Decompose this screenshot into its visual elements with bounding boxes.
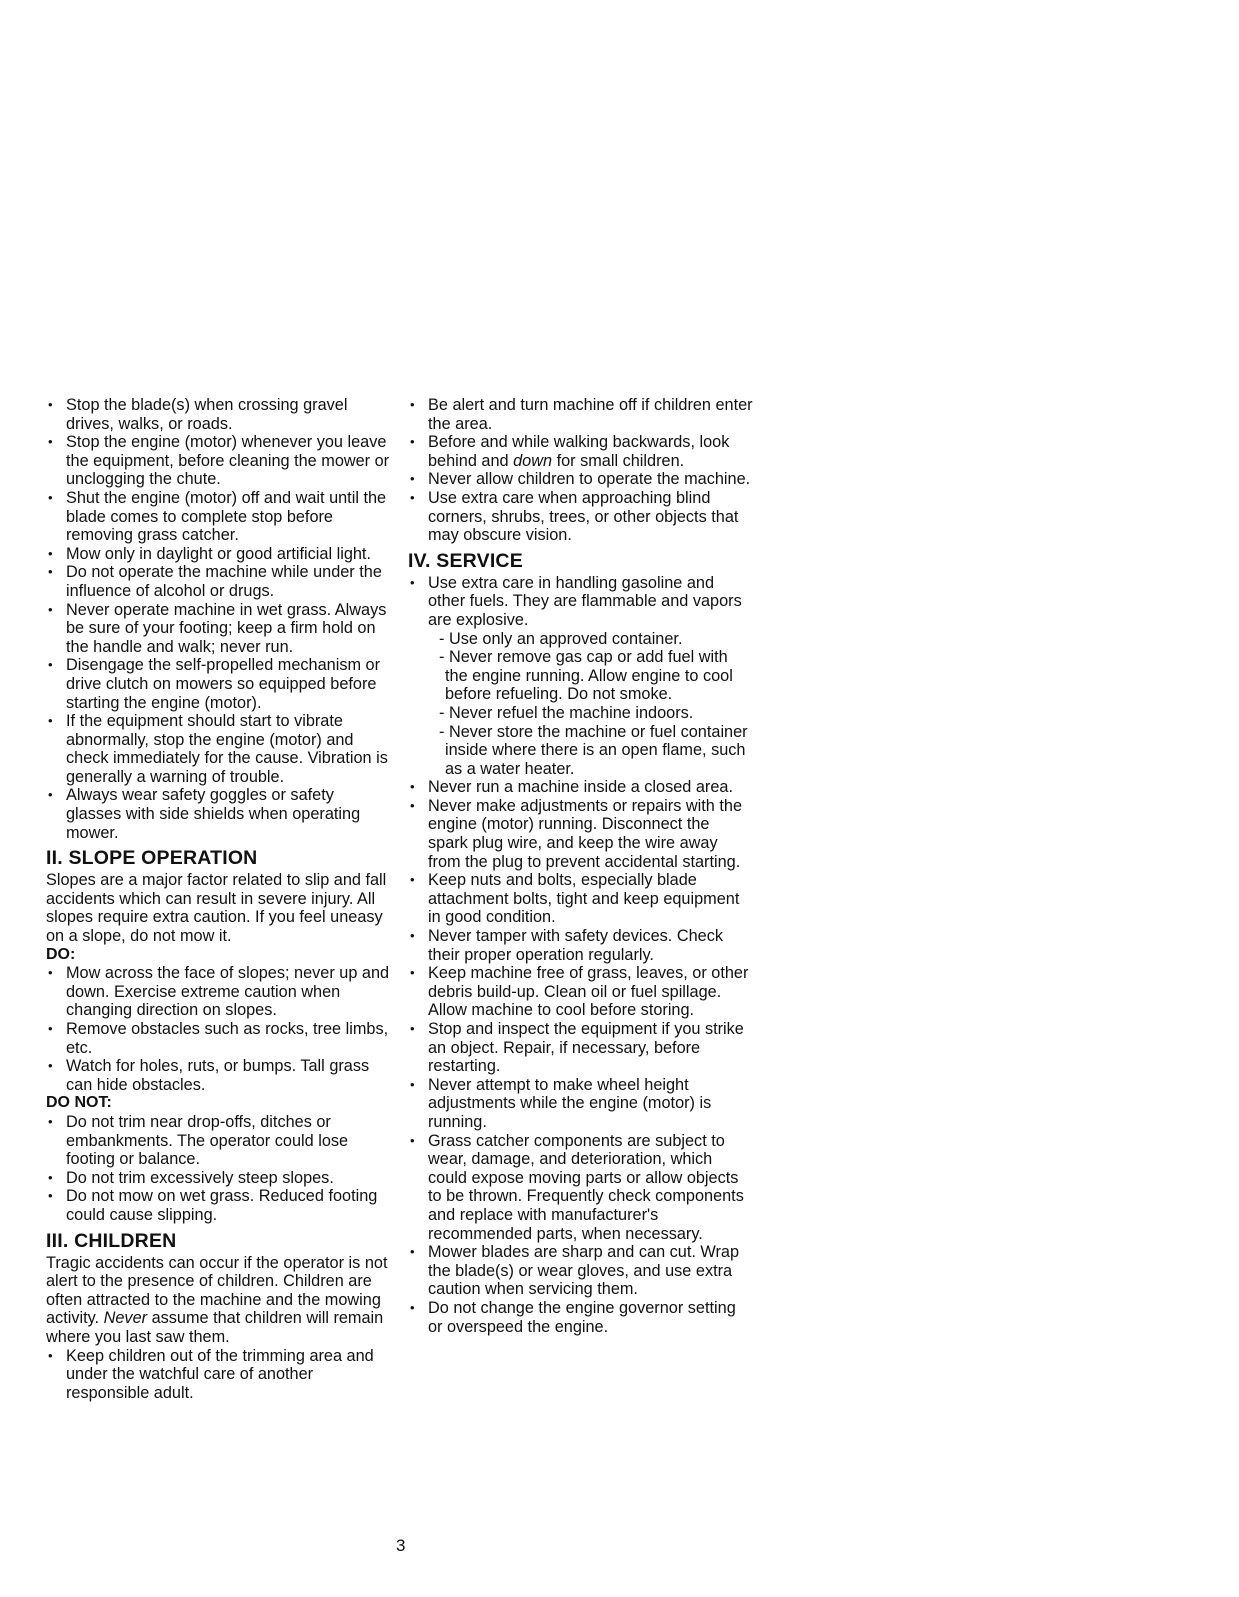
list-item — [408, 574, 753, 779]
list-item: • Mow across the face of slopes; never up and down. Exercise extreme caution when changing direction on slopes. — [46, 964, 391, 1020]
do-label: DO: — [46, 945, 76, 963]
service-list — [408, 574, 753, 1336]
do-not-label: DO NOT: — [46, 1094, 112, 1112]
list-item: • Mower blades are sharp and can cut. Wrap the blade(s) or wear gloves, and use extra caution when servicing them. — [408, 1243, 753, 1299]
section-heading-slope-operation: II. SLOPE OPERATION — [46, 847, 258, 870]
list-item — [408, 433, 753, 470]
list-item: • Disengage the self-propelled mechanism or drive clutch on mowers so equipped before starting the engine (motor). — [46, 656, 391, 712]
sublist-item: - Use only an approved container. — [439, 629, 683, 648]
list-item: • Stop the blade(s) when crossing gravel drives, walks, or roads. — [46, 396, 391, 433]
list-item: • Keep nuts and bolts, especially blade attachment bolts, tight and keep equipment in good condition. — [408, 871, 753, 927]
children-intro-text-b: assume that children will remain where you last saw them. — [46, 1309, 384, 1346]
section-heading-service: IV. SERVICE — [408, 549, 523, 572]
do-not-list — [46, 1113, 391, 1225]
backwards-down: down — [513, 451, 553, 470]
list-item: • Watch for holes, ruts, or bumps. Tall grass can hide obstacles. — [46, 1057, 391, 1094]
section-heading-children: III. CHILDREN — [46, 1229, 177, 1252]
list-item: • Do not mow on wet grass. Reduced footing could cause slipping. — [46, 1187, 391, 1224]
operation-bullets — [46, 396, 391, 842]
list-item: • Mow only in daylight or good artificial light. — [46, 545, 391, 564]
list-item: • Stop the engine (motor) whenever you leave the equipment, before cleaning the mower or unclogging the chute. — [46, 433, 391, 489]
list-item: • Use extra care when approaching blind corners, shrubs, trees, or other objects that may obscure vision. — [408, 489, 753, 545]
children-intro-never: Never — [103, 1309, 148, 1328]
list-item: • Grass catcher components are subject to wear, damage, and deterioration, which could expose moving parts or allow objects to be thrown. Frequently check components and replace with manufacturer's recommended parts, when necessary. — [408, 1132, 753, 1244]
list-item: • Be alert and turn machine off if children enter the area. — [408, 396, 753, 433]
sublist-item: - Never store the machine or fuel container inside where there is an open flame, such as a water heater. — [439, 722, 748, 778]
fuel-sublist — [428, 630, 753, 779]
list-item: • Do not trim excessively steep slopes. — [46, 1169, 391, 1188]
children-intro-paragraph — [46, 1254, 391, 1347]
list-item: • Keep children out of the trimming area and under the watchful care of another responsible adult. — [46, 1347, 391, 1403]
list-item: • Never tamper with safety devices. Check their proper operation regularly. — [408, 927, 753, 964]
children-intro-text-a: Tragic accidents can occur if the operator is not alert to the presence of children. Children are often attracted to the machine and the mowing activity. — [46, 1253, 388, 1328]
list-item: • If the equipment should start to vibrate abnormally, stop the engine (motor) and check immediately for the cause. Vibration is generally a warning of trouble. — [46, 712, 391, 786]
sublist-item: - Never refuel the machine indoors. — [439, 703, 694, 722]
slope-intro-paragraph: Slopes are a major factor related to slip and fall accidents which can result in severe injury. All slopes require extra caution. If you feel uneasy on a slope, do not mow it. — [46, 871, 387, 946]
backwards-text-b: for small children. — [552, 451, 685, 470]
fuel-item-text: Use extra care in handling gasoline and other fuels. They are flammable and vapors are explosive. — [428, 573, 742, 629]
children-list-right — [408, 396, 753, 545]
right-column — [408, 396, 753, 1336]
list-item: • Never make adjustments or repairs with the engine (motor) running. Disconnect the spark plug wire, and keep the wire away from the plug to prevent accidental starting. — [408, 797, 753, 871]
list-item: • Never attempt to make wheel height adjustments while the engine (motor) is running. — [408, 1076, 753, 1132]
list-item: • Never operate machine in wet grass. Always be sure of your footing; keep a firm hold on the handle and walk; never run. — [46, 601, 391, 657]
sublist-item: - Never remove gas cap or add fuel with the engine running. Allow engine to cool before refueling. Do not smoke. — [439, 648, 733, 704]
backwards-text-a: Before and while walking backwards, look behind and — [428, 433, 730, 470]
list-item: • Keep machine free of grass, leaves, or other debris build-up. Clean oil or fuel spillage. Allow machine to cool before storing. — [408, 964, 753, 1020]
list-item: • Never allow children to operate the machine. — [408, 470, 753, 489]
list-item: • Stop and inspect the equipment if you strike an object. Repair, if necessary, before restarting. — [408, 1020, 753, 1076]
list-item: • Remove obstacles such as rocks, tree limbs, etc. — [46, 1020, 391, 1057]
list-item: • Shut the engine (motor) off and wait until the blade comes to complete stop before removing grass catcher. — [46, 489, 391, 545]
list-item: • Do not operate the machine while under the influence of alcohol or drugs. — [46, 563, 391, 600]
list-item: • Do not trim near drop-offs, ditches or embankments. The operator could lose footing or balance. — [46, 1113, 391, 1169]
children-list-left — [46, 1347, 391, 1403]
list-item: • Do not change the engine governor setting or overspeed the engine. — [408, 1299, 753, 1336]
left-column — [46, 396, 391, 1402]
page-number: 3 — [396, 1536, 406, 1555]
list-item: • Always wear safety goggles or safety glasses with side shields when operating mower. — [46, 786, 391, 842]
do-list — [46, 964, 391, 1094]
list-item: • Never run a machine inside a closed area. — [408, 778, 753, 797]
